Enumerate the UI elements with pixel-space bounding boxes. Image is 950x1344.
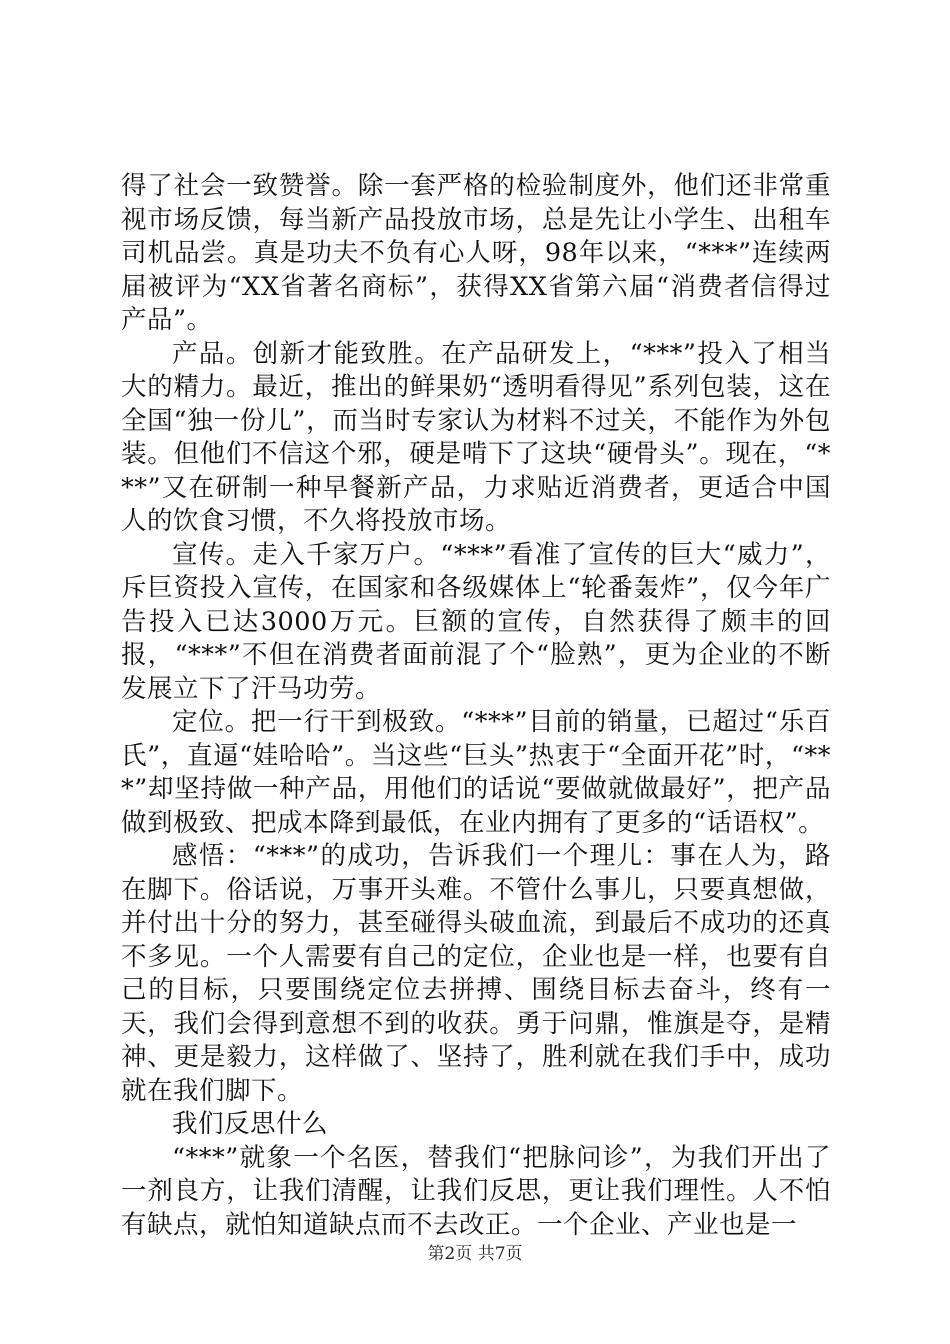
paragraph-promotion: 宣传。走入千家万户。“***”看准了宣传的巨大“威力”，斥巨资投入宣传，在国家和各级媒体上“轮番轰炸”，仅今年广告投入已达3000万元。巨额的宣传，自然获得了颇丰的回报，“***”不但在消费者面前混了个“脸熟”，更为企业的不断发展立下了汗马功劳。 — [121, 539, 831, 704]
document-body — [121, 170, 831, 1242]
paragraph-continuation: 得了社会一致赞誉。除一套严格的检验制度外，他们还非常重视市场反馈，每当新产品投放市场，总是先让小学生、出租车司机品尝。真是功夫不负有心人呀，98年以来，“***”连续两届被评为“XX省著名商标”，获得XX省第六届“消费者信得过产品”。 — [121, 171, 831, 335]
paragraph-reflection: “***”就象一个名医，替我们“把脉问诊”，为我们开出了一剂良方，让我们清醒，让我们反思，更让我们理性。人不怕有缺点，就怕知道缺点而不去改正。一个企业、产业也是一 — [121, 1142, 831, 1240]
section-heading: 我们反思什么 — [172, 1109, 329, 1139]
page-number: 第2页 共7页 — [427, 1244, 523, 1264]
paragraph-positioning: 定位。把一行干到极致。“***”目前的销量，已超过“乐百氏”，直逼“娃哈哈”。当这些“巨头”热衷于“全面开花”时，“***”却坚持做一种产品，用他们的话说“要做就做最好”，把产品做到极致、把成本降到最低，在业内拥有了更多的“话语权”。 — [121, 707, 831, 838]
paragraph-product: 产品。创新才能致胜。在产品研发上，“***”投入了相当大的精力。最近，推出的鲜果奶“透明看得见”系列包装，这在全国“独一份儿”，而当时专家认为材料不过关，不能作为外包装。但他们不信这个邪，硬是啃下了这块“硬骨头”。现在，“***”又在研制一种早餐新产品，力求贴近消费者，更适合中国人的饮食习惯，不久将投放市场。 — [121, 338, 831, 536]
paragraph-insight: 感悟：“***”的成功，告诉我们一个理儿：事在人为，路在脚下。俗话说，万事开头难。不管什么事儿，只要真想做，并付出十分的努力，甚至碰得头破血流，到最后不成功的还真不多见。一个人需要有自己的定位，企业也是一样，也要有自己的目标，只要围绕定位去拼搏、围绕目标去奋斗，终有一天，我们会得到意想不到的收获。勇于问鼎，惟旗是夺，是精神、更是毅力，这样做了、坚持了，胜利就在我们手中，成功就在我们脚下。 — [121, 841, 831, 1106]
